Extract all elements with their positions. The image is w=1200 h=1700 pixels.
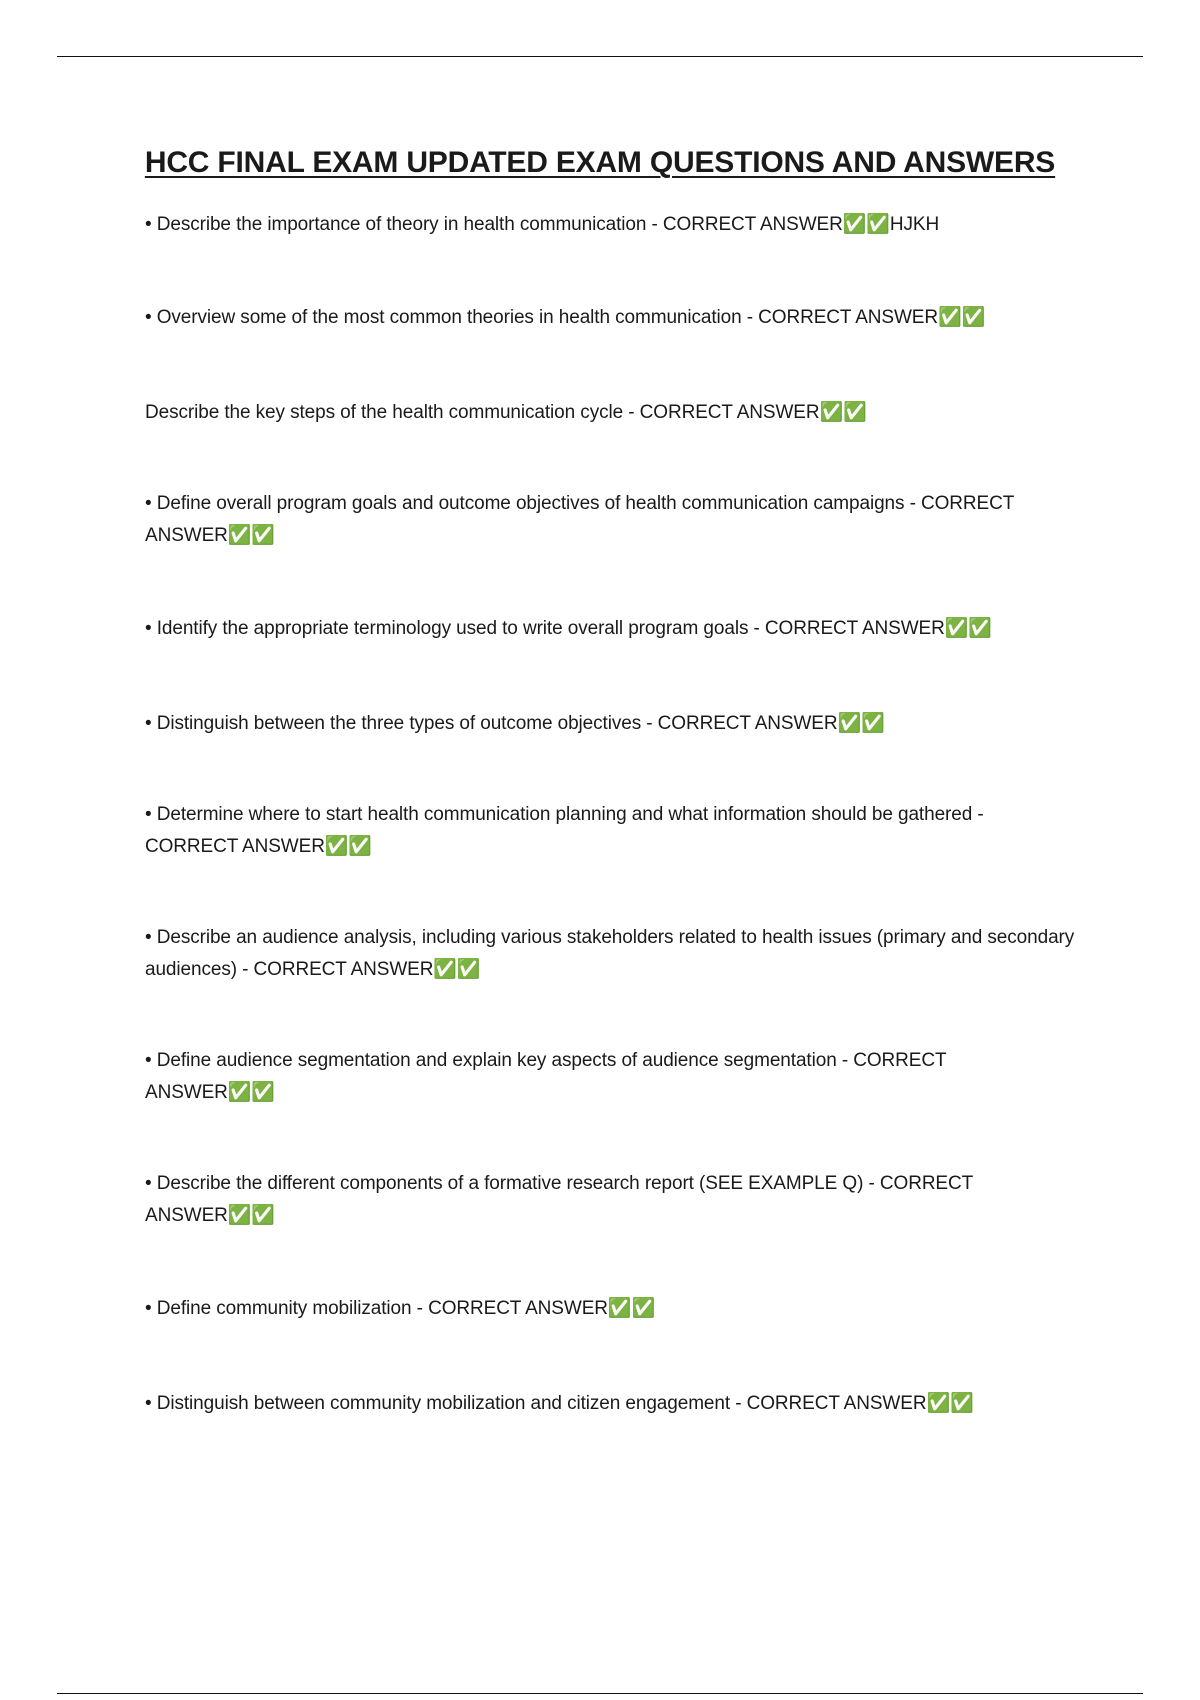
question-item: • Describe the different components of a formative research report (SEE EXAMPLE Q) - CORRECT ANSWER✅✅ [145,1173,973,1226]
question-item: • Distinguish between community mobilization and citizen engagement - CORRECT ANSWER✅✅ [145,1393,974,1414]
question-item: • Define community mobilization - CORRECT ANSWER✅✅ [145,1298,656,1319]
question-item: • Identify the appropriate terminology used to write overall program goals - CORRECT ANSWER✅✅ [145,618,992,639]
question-item: • Describe an audience analysis, including various stakeholders related to health issues (primary and secondary audiences) - CORRECT ANSWER✅✅ [145,927,1075,980]
top-rule [57,56,1143,57]
bottom-rule [57,1693,1143,1694]
question-item: • Overview some of the most common theories in health communication - CORRECT ANSWER✅✅ [145,307,986,328]
question-item: • Determine where to start health communication planning and what information should be gathered - CORRECT ANSWER✅✅ [145,804,984,857]
question-item: Describe the key steps of the health communication cycle - CORRECT ANSWER✅✅ [145,402,867,423]
question-item: • Define overall program goals and outcome objectives of health communication campaigns - CORRECT ANSWER✅✅ [145,493,1014,546]
document-title: HCC FINAL EXAM UPDATED EXAM QUESTIONS AND ANSWERS [144,146,1056,179]
question-item: • Define audience segmentation and explain key aspects of audience segmentation - CORRECT ANSWER✅✅ [145,1050,947,1103]
question-item: • Distinguish between the three types of outcome objectives - CORRECT ANSWER✅✅ [145,713,885,734]
question-item: • Describe the importance of theory in health communication - CORRECT ANSWER✅✅HJKH [145,214,940,235]
